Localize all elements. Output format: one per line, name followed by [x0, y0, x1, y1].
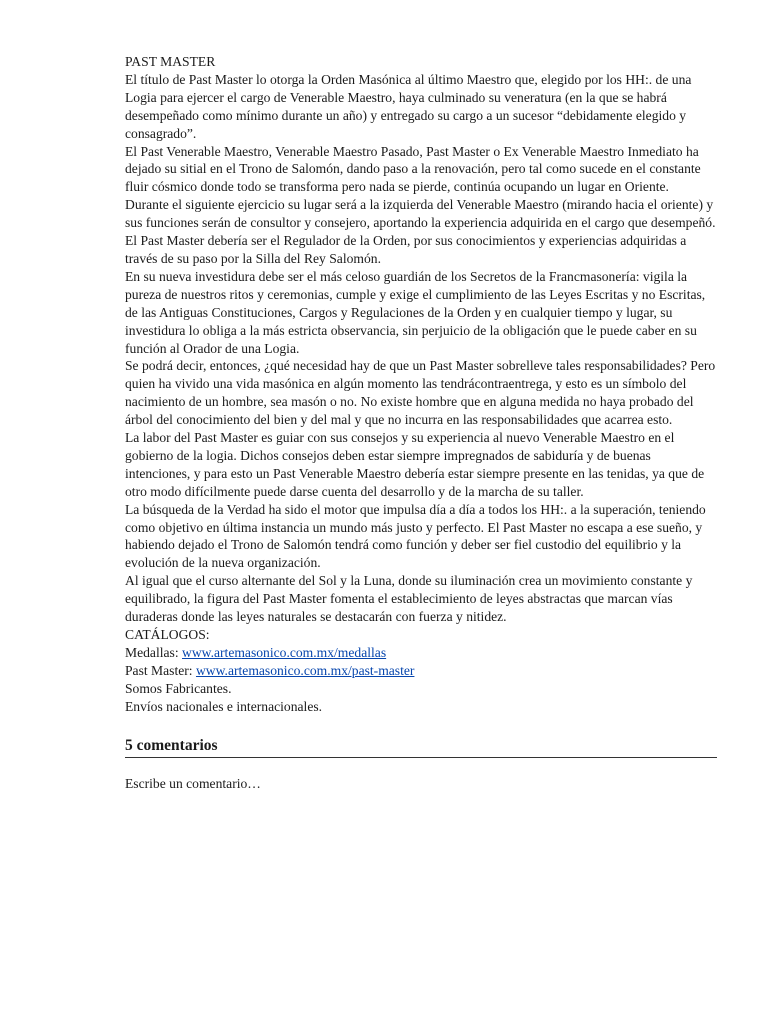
paragraph-oriente: El Past Venerable Maestro, Venerable Maestro Pasado, Past Master o Ex Venerable Maestro Inmediato ha dejado su sitial en el Trono de Salomón, dando paso a la renovación, pero tal como sucede en el constante fluir cósmico donde todo se transforma pero nada se pierde, continúa ocupando un lugar en Oriente.	[125, 143, 701, 195]
article-body	[125, 53, 717, 716]
catalogs-label: CATÁLOGOS:	[125, 627, 210, 642]
past-master-label: Past Master:	[125, 662, 196, 678]
medallas-line	[125, 644, 717, 662]
medallas-link[interactable]: www.artemasonico.com.mx/medallas	[182, 644, 387, 660]
fabricantes-text: Somos Fabricantes.	[125, 680, 232, 696]
envios-text: Envíos nacionales e internacionales.	[125, 698, 323, 714]
article-title: PAST MASTER	[125, 54, 216, 69]
medallas-label: Medallas:	[125, 644, 183, 660]
write-comment-prompt[interactable]: Escribe un comentario…	[125, 775, 261, 791]
past-master-link[interactable]: www.artemasonico.com.mx/past-master	[195, 662, 415, 678]
past-master-line	[125, 662, 717, 680]
comments-heading: 5 comentarios	[125, 736, 717, 758]
paragraph-consultor: Durante el siguiente ejercicio su lugar será a la izquierda del Venerable Maestro (mirando hacia el oriente) y sus funciones serán de consultor y consejero, aportando la experiencia adquirida en el cargo que desempeñó. El Past Master debería ser el Regulador de la Orden, por sus conocimientos y experiencias adquiridas a través de su paso por la Silla del Rey Salomón.	[125, 197, 716, 266]
paragraph-verdad: La búsqueda de la Verdad ha sido el motor que impulsa día a día a todos los HH:. a la superación, teniendo como objetivo en última instancia un mundo más justo y perfecto. El Past Master no escapa a ese sueño, y habiendo dejado el Trono de Salomón tendrá como función y deber ser fiel custodio del equilibrio y la evolución de la nueva organización.	[125, 501, 706, 571]
paragraph-labor: La labor del Past Master es guiar con sus consejos y su experiencia al nuevo Venerable Maestro en el gobierno de la logia. Dichos consejos deben estar siempre impregnados de sabiduría y de buenas intenciones, y para esto un Past Venerable Maestro debería estar siempre presente en las tenidas, ya que de otro modo difícilmente puede darse cuenta del desarrollo y de la marcha de su taller.	[125, 430, 705, 499]
paragraph-guardian: En su nueva investidura debe ser el más celoso guardián de los Secretos de la Francmasonería: vigila la pureza de nuestros ritos y ceremonias, cumple y exige el cumplimiento de las Leyes Escritas y no Escritas, de las Antiguas Constituciones, Cargos y Regulaciones de la Orden y en cualquier tiempo y lugar, su investidura lo obliga a la más estricta observancia, sin perjuicio de la obligación que le puede caber en su función al Orador de una Logia.	[125, 268, 706, 356]
paragraph-definition: El título de Past Master lo otorga la Orden Masónica al último Maestro que, elegido por los HH:. de una Logia para ejercer el cargo de Venerable Maestro, haya culminado su veneratura (en la que se habrá desempeñado como mínimo durante un año) y entregado su cargo a un sucesor “debidamente elegido y consagrado”.	[125, 71, 692, 141]
paragraph-responsabilidades: Se podrá decir, entonces, ¿qué necesidad hay de que un Past Master sobrelleve tales responsabilidades? Pero quien ha vivido una vida masónica en algún momento las tendrácontraentrega, y esto es un símbolo del nacimiento de un hombre, sea masón o no. No existe hombre que en alguna medida no haya probado del árbol del conocimiento del bien y del mal y que no incurra en las responsabilidades que acarrea esto.	[125, 358, 716, 428]
page-content	[125, 53, 717, 793]
paragraph-sol-luna: Al igual que el curso alternante del Sol y la Luna, donde su iluminación crea un movimiento constante y equilibrado, la figura del Past Master fomenta el establecimiento de leyes abstractas que marcan vías duraderas donde las leyes naturales se destacarán con fuerza y nitidez.	[125, 573, 693, 625]
